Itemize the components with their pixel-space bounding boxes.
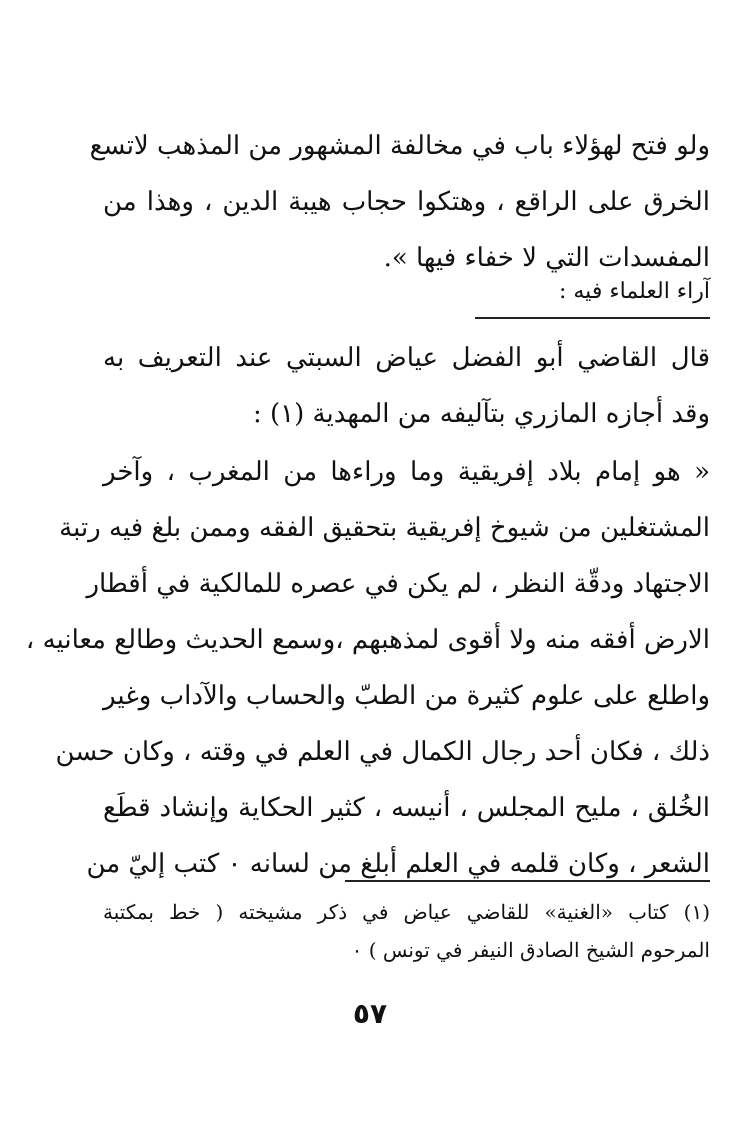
heading-underline xyxy=(475,317,710,319)
text-line: الشعر ، وكان قلمه في العلم أبلغ من لسانه ٠ كتب إليّ من xyxy=(86,849,710,879)
heading-text: آراء العلماء فيه : xyxy=(558,279,710,304)
text-line: وقد أجازه المازري بتآليفه من المهدية (١) : xyxy=(252,399,710,429)
text-line: الخُلق ، مليح المجلس ، أنيسه ، كثير الحكاية وإنشاد قطَع xyxy=(103,793,710,823)
footnote-line: المرحوم الشيخ الصادق النيفر في تونس ) ٠ xyxy=(351,938,710,962)
text-line: واطلع على علوم كثيرة من الطبّ والحساب والآداب وغير xyxy=(103,681,710,711)
text-line: « هو إمام بلاد إفريقية وما وراءها من المغرب ، وآخر xyxy=(103,457,710,487)
text-line: ذلك ، فكان أحد رجال الكمال في العلم في وقته ، وكان حسن xyxy=(55,737,710,767)
text-line: الاجتهاد ودقّة النظر ، لم يكن في عصره للمالكية في أقطار xyxy=(86,569,710,599)
text-line: المشتغلين من شيوخ إفريقية بتحقيق الفقه وممن بلغ فيه رتبة xyxy=(59,513,710,543)
footnote-line: (١) كتاب «الغنية» للقاضي عياض في ذكر مشيخته ( خط بمكتبة xyxy=(103,900,710,924)
section-heading xyxy=(470,272,710,312)
paragraph-3-quote xyxy=(25,444,710,892)
footnote-separator xyxy=(345,880,710,882)
paragraph-1 xyxy=(89,118,710,286)
text-line: ولو فتح لهؤلاء باب في مخالفة المشهور من المذهب لاتسع xyxy=(89,131,710,161)
text-line: الخرق على الراقع ، وهتكوا حجاب هيبة الدين ، وهذا من xyxy=(103,187,710,217)
text-line: قال القاضي أبو الفضل عياض السبتي عند التعريف به xyxy=(103,343,710,373)
page-number: ٥٧ xyxy=(352,997,388,1030)
text-line: الارض أفقه منه ولا أقوى لمذهبهم ،وسمع الحديث وطالع معانيه ، xyxy=(25,625,710,655)
text-line: المفسدات التي لا خفاء فيها ». xyxy=(383,243,710,273)
footnote xyxy=(103,893,710,969)
paragraph-2 xyxy=(103,330,710,442)
